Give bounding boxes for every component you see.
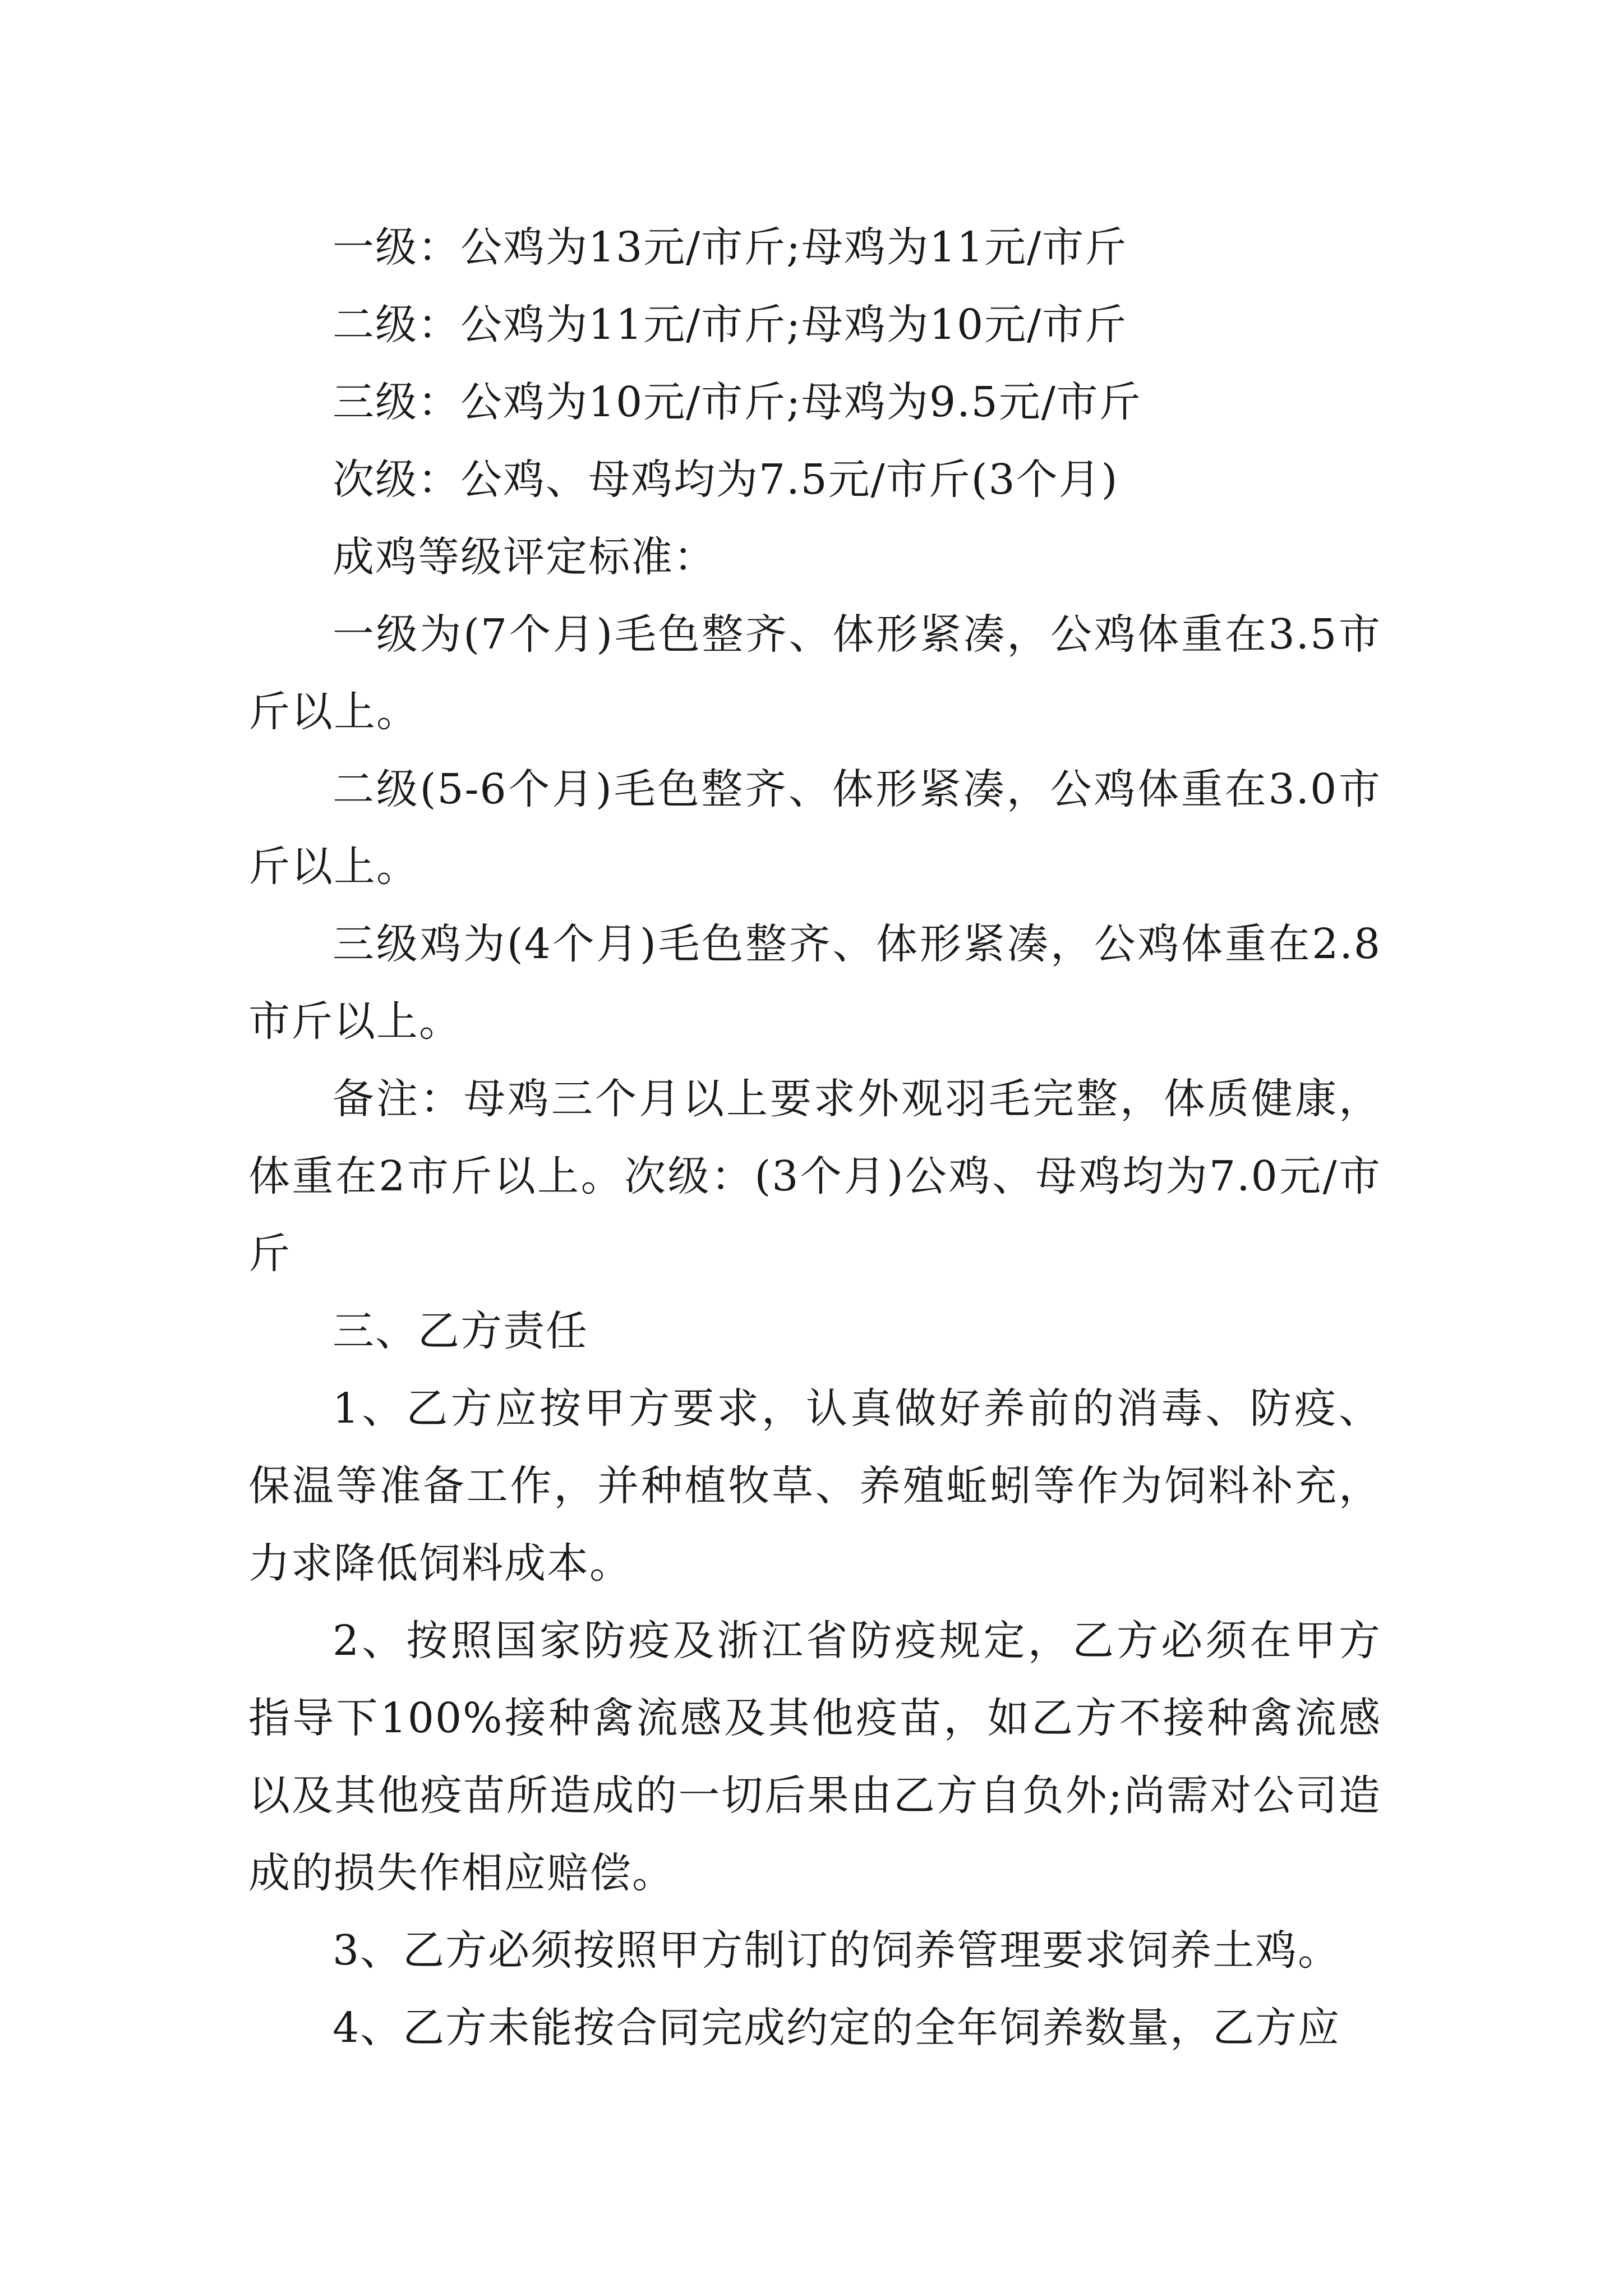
price-grade-sub: 次级：公鸡、母鸡均为7.5元/市斤(3个月) xyxy=(333,455,1119,504)
price-grade-3: 三级：公鸡为10元/市斤;母鸡为9.5元/市斤 xyxy=(333,378,1142,426)
clause-2: 2、按照国家防疫及浙江省防疫规定，乙方必须在甲方指导下100%接种禽流感及其他疫苗，如乙方不接种禽流感以及其他疫苗所造成的一切后果由乙方自负外;尚需对公司造成的损失作相应赔偿。 xyxy=(248,1617,1381,1897)
section-heading-party-b-duties: 三、乙方责任 xyxy=(333,1307,588,1355)
document-body xyxy=(248,209,1381,2067)
grading-standard-grade-1: 一级为(7个月)毛色整齐、体形紧凑，公鸡体重在3.5市斤以上。 xyxy=(248,610,1381,736)
price-grade-2: 二级：公鸡为11元/市斤;母鸡为10元/市斤 xyxy=(333,301,1128,349)
remark-paragraph: 备注：母鸡三个月以上要求外观羽毛完整，体质健康，体重在2市斤以上。次级：(3个月)公鸡、母鸡均为7.0元/市斤 xyxy=(248,1075,1381,1278)
grading-standard-grade-3: 三级鸡为(4个月)毛色整齐、体形紧凑，公鸡体重在2.8市斤以上。 xyxy=(248,920,1381,1046)
clause-3: 3、乙方必须按照甲方制订的饲养管理要求饲养土鸡。 xyxy=(333,1926,1341,1975)
clause-4: 4、乙方未能按合同完成约定的全年饲养数量，乙方应 xyxy=(333,2004,1341,2052)
grading-standard-heading: 成鸡等级评定标准： xyxy=(333,533,716,581)
clause-1: 1、乙方应按甲方要求，认真做好养前的消毒、防疫、保温等准备工作，并种植牧草、养殖蚯蚓等作为饲料补充，力求降低饲料成本。 xyxy=(248,1384,1381,1588)
grading-standard-grade-2: 二级(5-6个月)毛色整齐、体形紧凑，公鸡体重在3.0市斤以上。 xyxy=(248,765,1381,891)
price-grade-1: 一级：公鸡为13元/市斤;母鸡为11元/市斤 xyxy=(333,223,1128,272)
